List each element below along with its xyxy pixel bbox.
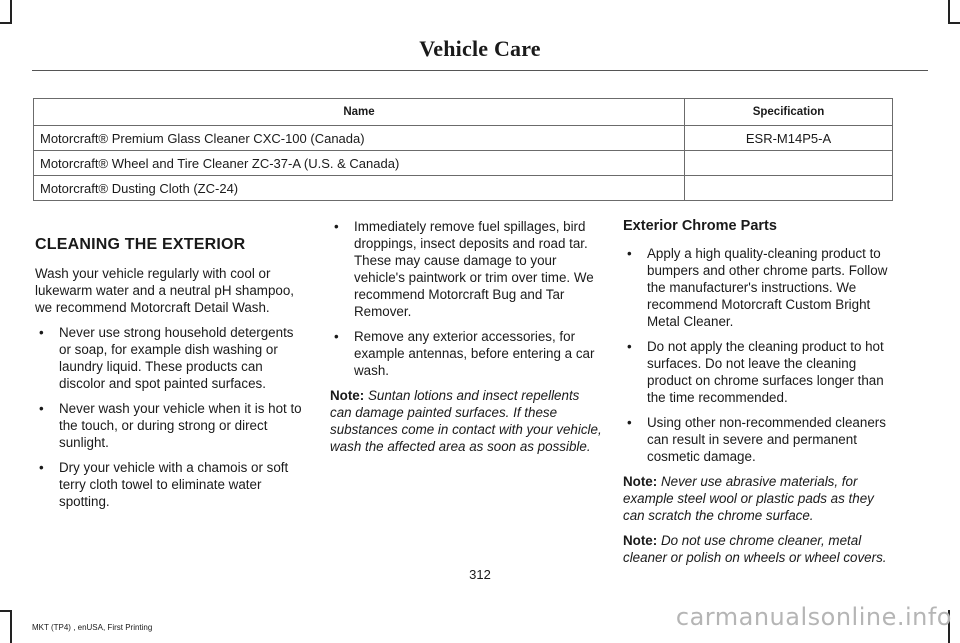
list-item: [623, 245, 895, 330]
bullet-list: [330, 218, 602, 379]
table-header-row: [34, 99, 893, 126]
table-cell-spec: [685, 151, 893, 176]
column-right: [623, 218, 895, 574]
bullet-list: [623, 245, 895, 465]
list-item-text: Do not apply the cleaning product to hot surfaces. Do not leave the cleaning product on chrome surfaces longer than the time recommended.: [647, 339, 884, 405]
note-label: Note:: [330, 388, 365, 403]
table-cell-spec: [685, 176, 893, 201]
table-header-name: Name: [34, 99, 685, 126]
bullet: •: [627, 339, 632, 354]
list-item: [35, 324, 305, 392]
column-left: [35, 228, 305, 518]
page-title: Vehicle Care: [419, 36, 541, 61]
table-cell-name: Motorcraft® Premium Glass Cleaner CXC-100 (Canada): [34, 126, 685, 151]
crop-mark: [948, 0, 950, 24]
crop-mark: [948, 22, 960, 24]
column-middle: [330, 218, 602, 463]
table-row: [34, 126, 893, 151]
note-label: Note:: [623, 533, 658, 548]
table-header-specification: Specification: [685, 99, 893, 126]
table-row: [34, 151, 893, 176]
table-cell-name: Motorcraft® Wheel and Tire Cleaner ZC-37-A (U.S. & Canada): [34, 151, 685, 176]
bullet-list: [35, 324, 305, 510]
note-text: Do not use chrome cleaner, metal cleaner or polish on wheels or wheel covers.: [623, 533, 887, 565]
list-item: [35, 459, 305, 510]
list-item: [623, 414, 895, 465]
watermark: carmanualsonline.info: [675, 603, 952, 631]
list-item-text: Never wash your vehicle when it is hot to the touch, or during strong or direct sunlight.: [59, 401, 302, 450]
bullet: •: [334, 329, 339, 344]
list-item: [35, 400, 305, 451]
section-heading: CLEANING THE EXTERIOR: [35, 236, 246, 253]
list-item: [330, 328, 602, 379]
list-item-text: Dry your vehicle with a chamois or soft terry cloth towel to eliminate water spotting.: [59, 460, 289, 509]
note-paragraph: [330, 387, 602, 455]
bullet: •: [39, 401, 44, 416]
list-item-text: Immediately remove fuel spillages, bird droppings, insect deposits and road tar. These may cause damage to your vehicle's paintwork or trim over time. We recommend Motorcraft Bug and Tar Remover.: [354, 219, 594, 319]
crop-mark: [0, 22, 12, 24]
note-paragraph: [623, 532, 895, 566]
note-text: Never use abrasive materials, for example steel wool or plastic pads as they can scratch the chrome surface.: [623, 474, 874, 523]
footer-text: MKT (TP4) , enUSA, First Printing: [32, 623, 153, 632]
table-cell-name: Motorcraft® Dusting Cloth (ZC-24): [34, 176, 685, 201]
list-item: [330, 218, 602, 320]
bullet: •: [627, 246, 632, 261]
note-paragraph: [623, 473, 895, 524]
bullet: •: [39, 325, 44, 340]
bullet: •: [39, 460, 44, 475]
crop-mark: [10, 0, 12, 24]
note-label: Note:: [623, 474, 658, 489]
list-item-text: Never use strong household detergents or soap, for example dish washing or laundry liquid. These products can discolor and spot painted surfaces.: [59, 325, 294, 391]
list-item-text: Using other non-recommended cleaners can result in severe and permanent cosmetic damage.: [647, 415, 886, 464]
intro-paragraph: Wash your vehicle regularly with cool or lukewarm water and a neutral pH shampoo, we recommend Motorcraft Detail Wash.: [35, 266, 295, 315]
crop-mark: [10, 610, 12, 643]
bullet: •: [334, 219, 339, 234]
subsection-heading: Exterior Chrome Parts: [623, 218, 777, 234]
table-cell-spec: ESR-M14P5-A: [685, 126, 893, 151]
note-text: Suntan lotions and insect repellents can damage painted surfaces. If these substances come in contact with your vehicle, wash the affected area as soon as possible.: [330, 388, 602, 454]
table-row: [34, 176, 893, 201]
list-item-text: Apply a high quality-cleaning product to bumpers and other chrome parts. Follow the manufacturer's instructions. We recommend Motorcraft Custom Bright Metal Cleaner.: [647, 246, 888, 329]
list-item: [623, 338, 895, 406]
header-divider: [32, 70, 928, 71]
crop-mark: [0, 610, 12, 612]
spec-table: [33, 98, 893, 201]
bullet: •: [627, 415, 632, 430]
list-item-text: Remove any exterior accessories, for example antennas, before entering a car wash.: [354, 329, 595, 378]
page-number: 312: [469, 567, 491, 582]
